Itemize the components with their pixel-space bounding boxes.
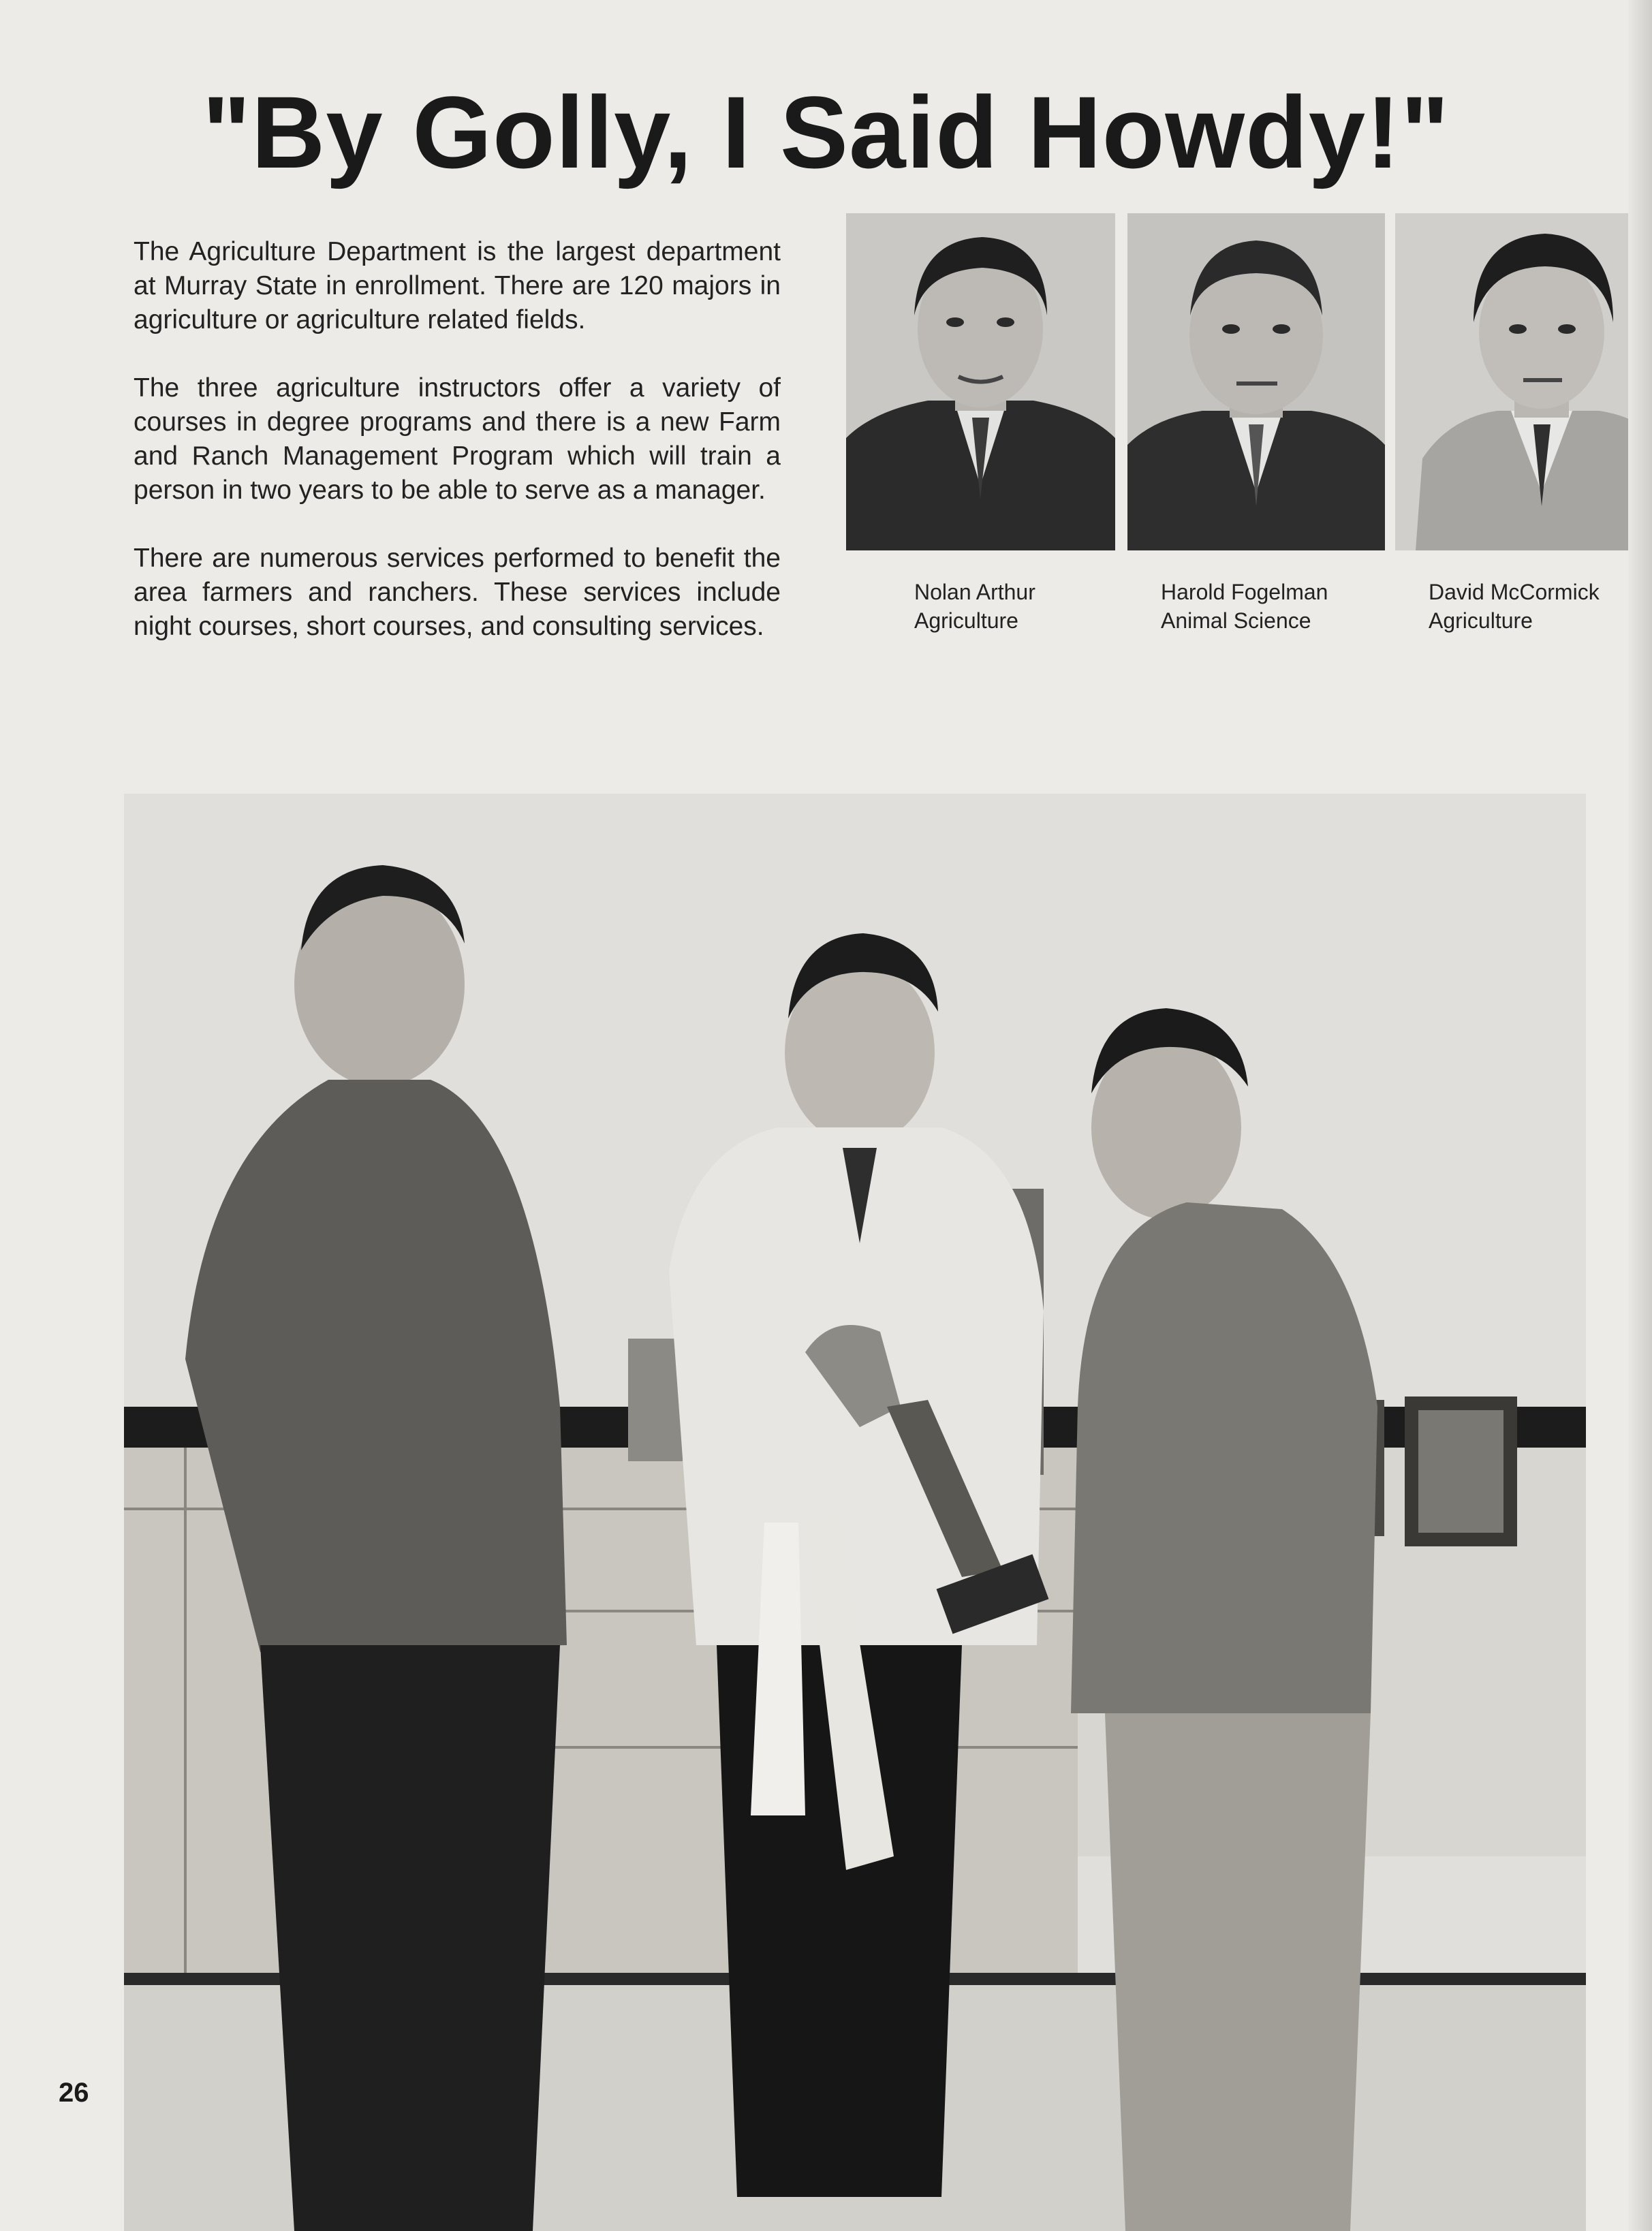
faculty-caption-2 bbox=[1161, 578, 1328, 635]
faculty-caption-1 bbox=[914, 578, 1035, 635]
faculty-name: Harold Fogelman bbox=[1161, 580, 1328, 604]
page-number: 26 bbox=[59, 2078, 89, 2108]
intro-paragraph: The Agriculture Department is the largest department at Murray State in enrollment. There are 120 majors in agriculture or agriculture related fields. bbox=[134, 237, 781, 334]
intro-paragraph: There are numerous services performed to benefit the area farmers and ranchers. These services include night courses, short courses, and consulting services. bbox=[134, 544, 781, 641]
faculty-department: Agriculture bbox=[914, 608, 1018, 633]
faculty-name: David McCormick bbox=[1429, 580, 1600, 604]
faculty-caption-3 bbox=[1429, 578, 1600, 635]
faculty-portrait-1 bbox=[846, 213, 1115, 550]
intro-text bbox=[134, 235, 781, 678]
faculty-name: Nolan Arthur bbox=[914, 580, 1035, 604]
faculty-portrait-2 bbox=[1127, 213, 1385, 550]
intro-paragraph: The three agriculture instructors offer a variety of courses in degree programs and there is a new Farm and Ranch Management Program which will train a person in two years to be able to serve as a manager. bbox=[134, 373, 781, 505]
faculty-department: Agriculture bbox=[1429, 608, 1533, 633]
faculty-department: Animal Science bbox=[1161, 608, 1311, 633]
award-group-photo bbox=[124, 794, 1586, 2231]
faculty-portrait-3 bbox=[1395, 213, 1652, 550]
page-binding-edge bbox=[1628, 0, 1652, 2231]
page-title: "By Golly, I Said Howdy!" bbox=[202, 75, 1450, 189]
